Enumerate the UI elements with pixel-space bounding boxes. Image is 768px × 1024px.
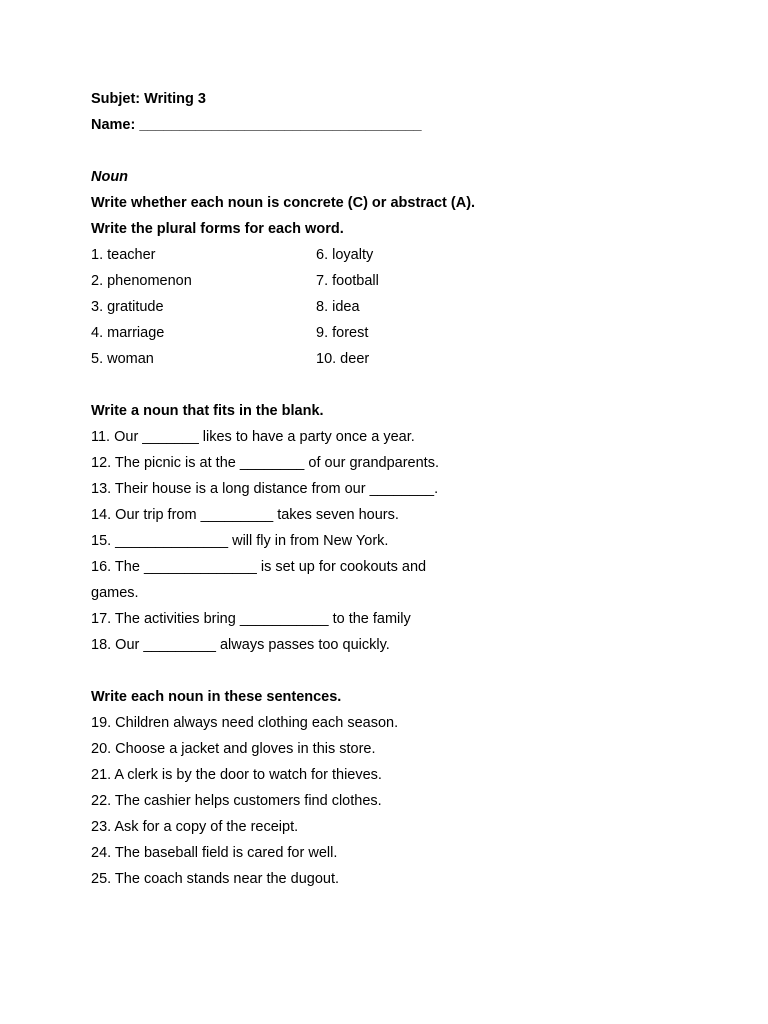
blank-item: 15. ______________ will fly in from New York. — [91, 533, 389, 549]
spacer — [91, 372, 711, 398]
word-list-right — [316, 242, 711, 372]
word-item: 5. woman — [91, 351, 154, 367]
blank-item: 13. Their house is a long distance from our ________. — [91, 481, 439, 497]
blank-item: 16. The ______________ is set up for cookouts and — [91, 559, 427, 575]
blank-item: games. — [91, 585, 139, 601]
word-item: 9. forest — [316, 325, 369, 341]
section-title: Noun — [91, 169, 129, 185]
sentence-item: 23. Ask for a copy of the receipt. — [91, 819, 299, 835]
word-list — [91, 242, 711, 372]
blank-item: 18. Our _________ always passes too quickly. — [91, 637, 390, 653]
instruction-plural-forms: Write the plural forms for each word. — [91, 221, 344, 237]
instruction-identify-nouns: Write each noun in these sentences. — [91, 689, 342, 705]
sentence-item: 21. A clerk is by the door to watch for thieves. — [91, 767, 382, 783]
spacer — [91, 658, 711, 684]
instruction-concrete-abstract: Write whether each noun is concrete (C) or abstract (A). — [91, 195, 476, 211]
word-list-left — [91, 242, 316, 372]
spacer — [91, 138, 711, 164]
sentence-item: 19. Children always need clothing each season. — [91, 715, 399, 731]
sentence-item: 20. Choose a jacket and gloves in this store. — [91, 741, 376, 757]
word-item: 1. teacher — [91, 247, 156, 263]
word-item: 6. loyalty — [316, 247, 374, 263]
word-item: 8. idea — [316, 299, 360, 315]
word-item: 4. marriage — [91, 325, 165, 341]
word-item: 10. deer — [316, 351, 370, 367]
word-item: 3. gratitude — [91, 299, 164, 315]
instruction-fill-blank: Write a noun that fits in the blank. — [91, 403, 324, 419]
word-item: 2. phenomenon — [91, 273, 192, 289]
sentence-item: 25. The coach stands near the dugout. — [91, 871, 340, 887]
subject-heading: Subjet: Writing 3 — [91, 91, 206, 107]
sentence-item: 22. The cashier helps customers find clothes. — [91, 793, 382, 809]
name-line: Name: ___________________________________ — [91, 117, 422, 133]
worksheet — [91, 86, 711, 892]
blank-item: 17. The activities bring ___________ to the family — [91, 611, 411, 627]
blank-item: 12. The picnic is at the ________ of our grandparents. — [91, 455, 439, 471]
blank-item: 14. Our trip from _________ takes seven hours. — [91, 507, 399, 523]
sentence-item: 24. The baseball field is cared for well. — [91, 845, 338, 861]
word-item: 7. football — [316, 273, 379, 289]
blank-item: 11. Our _______ likes to have a party once a year. — [91, 429, 415, 445]
